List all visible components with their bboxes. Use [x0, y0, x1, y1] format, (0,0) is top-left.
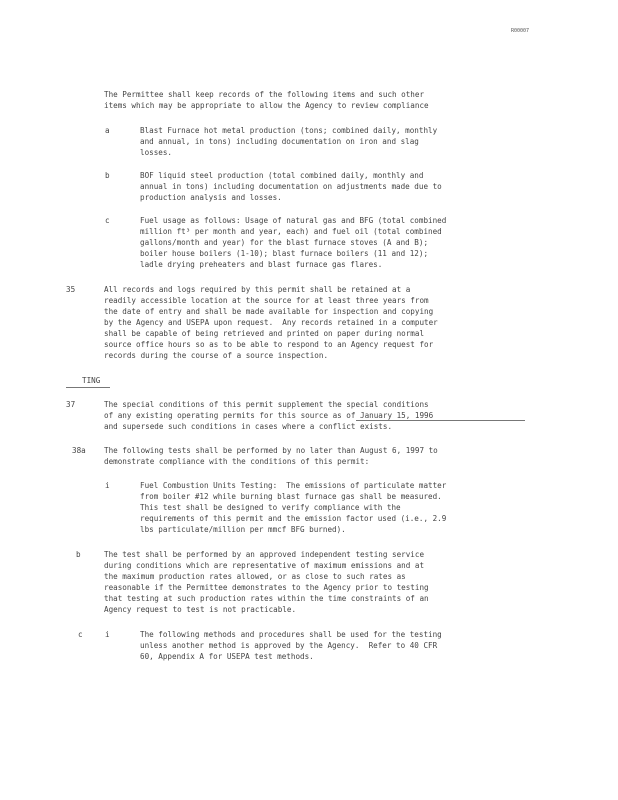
item-b-line: annual in tons) including documentation on adjustments made due to — [140, 182, 442, 191]
para-c-line: unless another method is approved by the Agency. Refer to 40 CFR — [140, 641, 438, 650]
para-c-sub-marker: i — [105, 630, 110, 639]
item-i-line: from boiler #12 while burning blast furnace gas shall be measured. — [140, 492, 442, 501]
para-b-line: Agency request to test is not practicable. — [104, 605, 297, 614]
intro-line: The Permittee shall keep records of the following items and such other — [104, 90, 425, 99]
para-b-marker: b — [76, 550, 81, 559]
page-stamp: R00007 — [511, 28, 530, 34]
para-b-line: during conditions which are representative of maximum emissions and at — [104, 561, 425, 570]
para-c-line: 60, Appendix A for USEPA test methods. — [140, 652, 314, 661]
item-a-line: and annual, in tons) including documentation on iron and slag — [140, 137, 419, 146]
item-a-line: Blast Furnace hot metal production (tons; combined daily, monthly — [140, 126, 438, 135]
item-i-line: requirements of this permit and the emission factor used (i.e., 2.9 — [140, 514, 447, 523]
para-b-line: The test shall be performed by an approved independent testing service — [104, 550, 425, 559]
item-c-line: boiler house boilers (1-10); blast furnace boilers (11 and 12); — [140, 249, 429, 258]
para-38a-line: The following tests shall be performed by no later than August 6, 1997 to — [104, 446, 438, 455]
para-37-line: The special conditions of this permit supplement the special conditions — [104, 400, 429, 409]
item-i-marker: i — [105, 481, 110, 490]
item-i-line: This test shall be designed to verify compliance with the — [140, 503, 401, 512]
item-i-line: lbs particulate/million per mmcf BFG burned). — [140, 525, 346, 534]
para-35-line: All records and logs required by this permit shall be retained at a — [104, 285, 411, 294]
para-38a-number: 38a — [72, 446, 86, 455]
date-underline — [356, 420, 525, 421]
intro-line: items which may be appropriate to allow the Agency to review compliance — [104, 101, 429, 110]
para-b-line: the maximum production rates allowed, or as close to such rates as — [104, 572, 406, 581]
para-37-line: and supersede such conditions in cases where a conflict exists. — [104, 422, 393, 431]
section-heading: TING — [82, 376, 101, 385]
item-a-line: losses. — [140, 148, 173, 157]
para-35-line: source office hours so as to be able to respond to an Agency request for — [104, 340, 434, 349]
para-35-line: records during the course of a source inspection. — [104, 351, 329, 360]
item-c-line: ladle drying preheaters and blast furnace gas flares. — [140, 260, 383, 269]
item-c-line: Fuel usage as follows: Usage of natural gas and BFG (total combined — [140, 216, 447, 225]
para-c-line: The following methods and procedures shall be used for the testing — [140, 630, 442, 639]
para-c-marker: c — [78, 630, 83, 639]
para-37-number: 37 — [66, 400, 76, 409]
para-35-number: 35 — [66, 285, 76, 294]
para-35-line: by the Agency and USEPA upon request. Any records retained in a computer — [104, 318, 438, 327]
item-c-marker: c — [105, 216, 110, 225]
para-35-line: readily accessible location at the source for at least three years from — [104, 296, 429, 305]
section-heading-underline — [66, 387, 110, 388]
para-b-line: reasonable if the Permittee demonstrates to the Agency prior to testing — [104, 583, 429, 592]
item-c-line: million ft³ per month and year, each) and fuel oil (total combined — [140, 227, 442, 236]
item-b-line: BOF liquid steel production (total combined daily, monthly and — [140, 171, 424, 180]
para-35-line: shall be capable of being retrieved and printed on paper during normal — [104, 329, 425, 338]
para-37-line: of any existing operating permits for this source as of January 15, 1996 — [104, 411, 434, 420]
para-b-line: that testing at such production rates within the time constraints of an — [104, 594, 429, 603]
item-b-line: production analysis and losses. — [140, 193, 282, 202]
item-i-line: Fuel Combustion Units Testing: The emissions of particulate matter — [140, 481, 447, 490]
item-a-marker: a — [105, 126, 110, 135]
item-b-marker: b — [105, 171, 110, 180]
item-c-line: gallons/month and year) for the blast furnace stoves (A and B); — [140, 238, 429, 247]
para-38a-line: demonstrate compliance with the conditions of this permit: — [104, 457, 370, 466]
para-35-line: the date of entry and shall be made available for inspection and copying — [104, 307, 434, 316]
